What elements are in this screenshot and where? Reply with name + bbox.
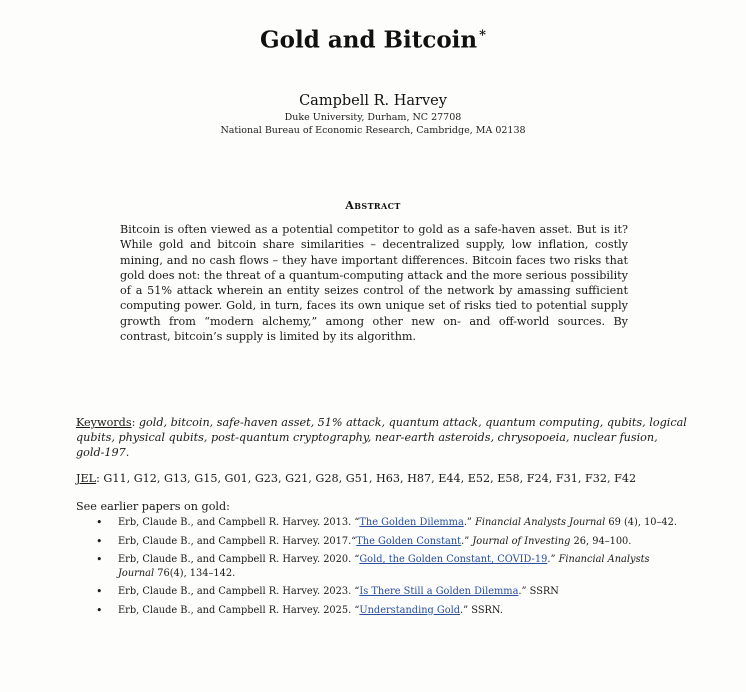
affiliation-nber: National Bureau of Economic Research, Cambridge, MA 02138 [220,125,526,136]
reference-authors: Erb, Claude B., and Campbell R. Harvey. 2020. “ [118,554,360,565]
abstract-heading: Abstract [345,199,401,212]
reference-details: SSRN. [471,604,503,616]
author-name: Campbell R. Harvey [299,93,447,109]
reference-item [92,585,688,599]
paper-title-text: Gold and Bitcoin [260,26,478,54]
reference-punct: .” [460,604,472,616]
reference-journal: Journal of Investing [472,535,571,547]
reference-item [92,535,688,549]
reference-link-still-golden-dilemma[interactable]: Is There Still a Golden Dilemma [359,586,519,597]
keywords-label: Keywords [76,416,132,429]
reference-details: 69 (4), 10–42. [605,517,678,528]
reference-details: SSRN [529,586,559,597]
earlier-papers-heading: See earlier papers on gold: [76,500,230,513]
reference-journal: Financial Analysts Journal [118,554,650,579]
reference-list [92,516,688,622]
reference-authors: Erb, Claude B., and Campbell R. Harvey. 2013. “ [118,517,360,528]
reference-link-gold-covid[interactable]: Gold, the Golden Constant, COVID-19 [359,554,548,565]
reference-authors: Erb, Claude B., and Campbell R. Harvey. 2023. “ [118,586,360,597]
reference-details: 76(4), 134–142. [154,567,236,579]
jel-codes: G11, G12, G13, G15, G01, G23, G21, G28, G51, H63, H87, E44, E52, E58, F24, F31, F32, F42 [103,472,637,485]
abstract-text: Bitcoin is often viewed as a potential competitor to gold as a safe-haven asset. But is it? While gold and bitcoin share similarities – decentralized supply, low inflation, costly mining, and no cash flows – they have important differences. Bitcoin faces two risks that gold does not: the threat of a quantum-computing attack and the more serious possibility of a 51% attack wherein an entity seizes control of the network by amassing sufficient computing power. Gold, in turn, faces its own unique set of risks tied to potential supply growth from “modern alchemy,” among other new on- and off-world sources. By contrast, bitcoin’s supply is limited by its algorithm. [120,223,628,344]
jel-label: JEL [76,472,97,485]
keywords-paragraph: Keywords: gold, bitcoin, safe-haven asset, 51% attack, quantum attack, quantum computing, qubits, logical qubits, physical qubits, post-quantum cryptography, near-earth asteroids, chrysopoeia, nuclear fusion, gold-197. [76,416,687,459]
affiliation-duke: Duke University, Durham, NC 27708 [284,112,462,123]
title-footnote-mark: * [479,28,486,43]
reference-link-golden-dilemma[interactable]: The Golden Dilemma [359,517,464,528]
reference-punct: .” [518,586,530,597]
reference-punct: .” [547,554,559,565]
reference-item [92,604,688,618]
reference-item [92,553,688,580]
reference-details: 26, 94–100. [570,535,632,547]
jel-paragraph: JEL: G11, G12, G13, G15, G01, G23, G21, G28, G51, H63, H87, E44, E52, E58, F24, F31, F32, F42 [76,472,637,485]
reference-link-understanding-gold[interactable]: Understanding Gold [359,604,461,616]
reference-punct: .” [463,517,476,528]
reference-authors: Erb, Claude B., and Campbell R. Harvey. 2025. “ [118,604,360,616]
reference-item [92,516,688,530]
reference-punct: .” [461,535,473,547]
reference-journal: Financial Analysts Journal [475,517,606,528]
reference-link-golden-constant[interactable]: The Golden Constant [356,535,462,547]
paper-title [0,20,746,57]
keywords-list: gold, bitcoin, safe-haven asset, 51% attack, quantum attack, quantum computing, qubits, logical qubits, physical qubits, post-quantum cryptography, near-earth asteroids, chrysopoeia, nuclear fusion, gold-197. [76,416,687,459]
reference-authors: Erb, Claude B., and Campbell R. Harvey. 2017.“ [118,535,357,547]
